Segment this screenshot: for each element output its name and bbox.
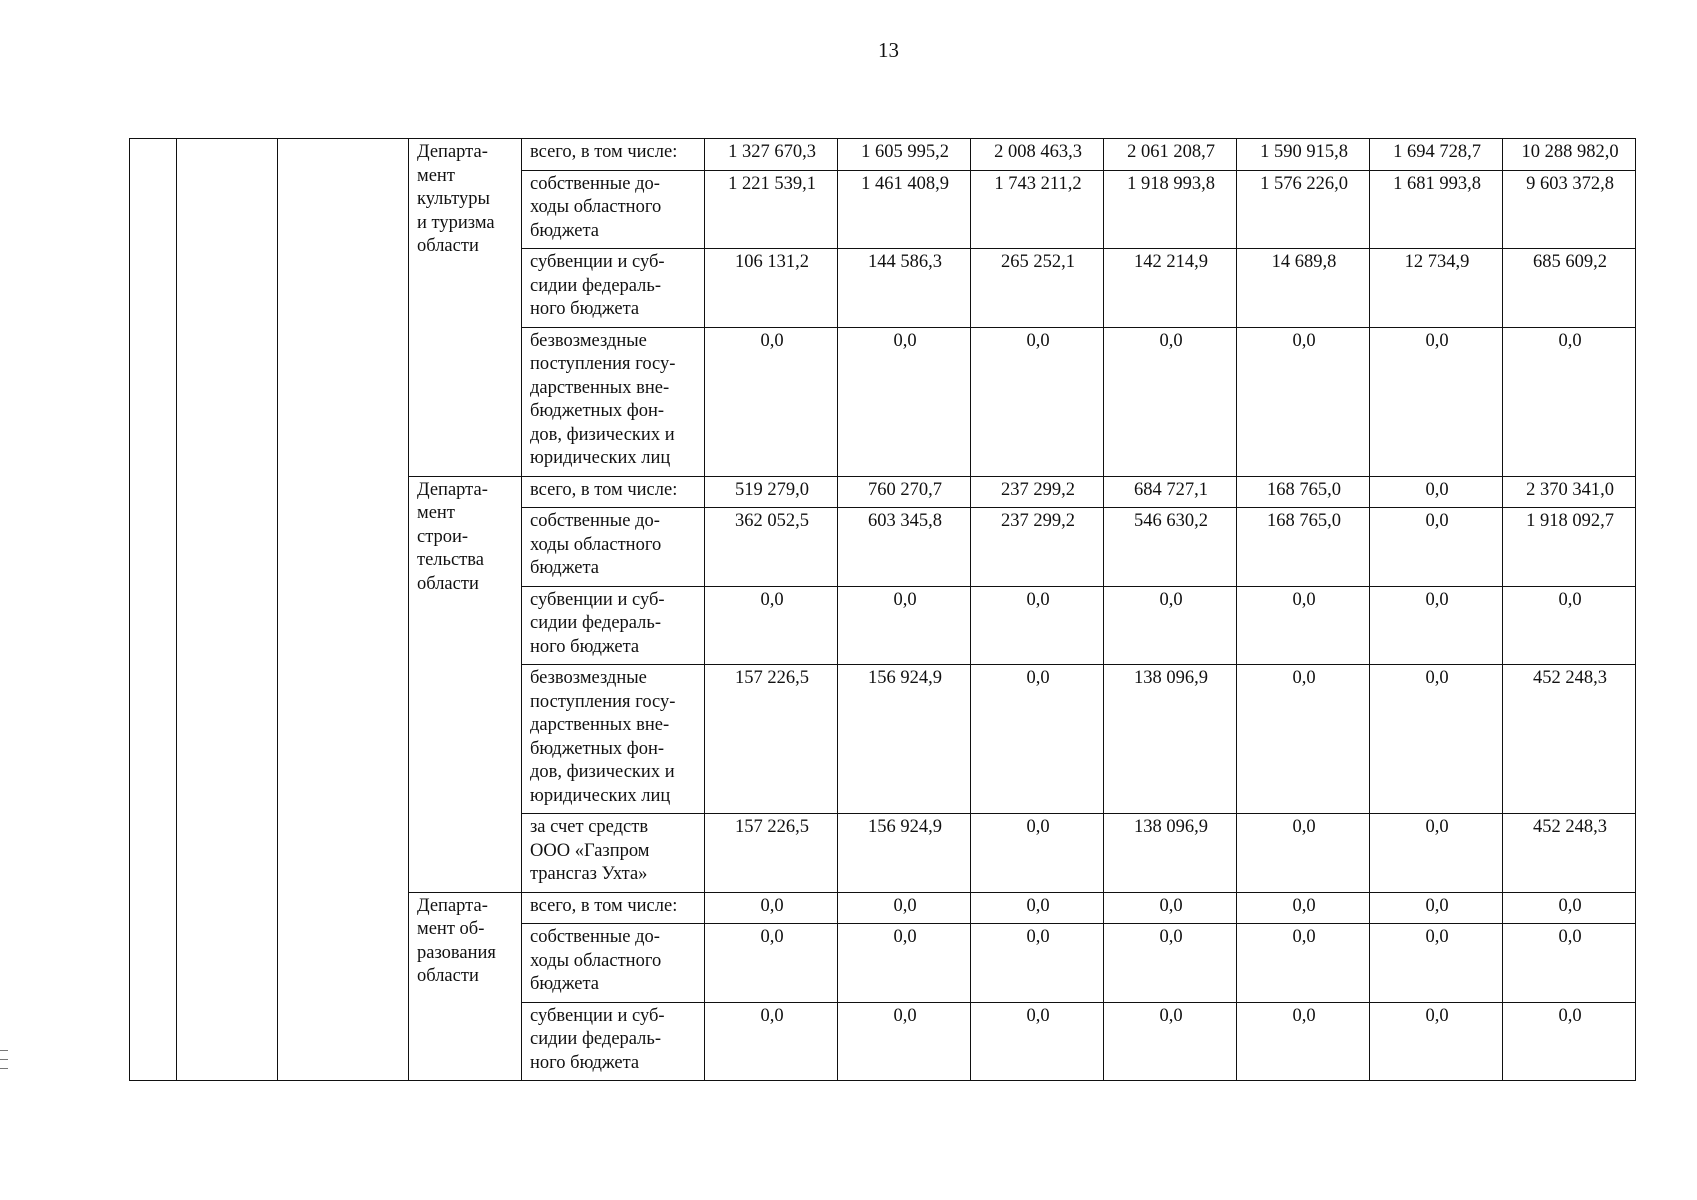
- department-cell: Департа- мент об- разования области: [409, 892, 522, 1081]
- value-cell: 452 248,3: [1503, 814, 1636, 893]
- value-cell: 2 061 208,7: [1104, 139, 1237, 171]
- value-cell: 144 586,3: [838, 249, 971, 328]
- value-cell: 0,0: [1237, 586, 1370, 665]
- value-cell: 0,0: [1370, 1002, 1503, 1081]
- row-label: безвозмездные поступления госу- дарственных вне- бюджетных фон- дов, физических и юридических лиц: [522, 327, 705, 476]
- blank-col-1: [130, 139, 177, 1081]
- value-cell: 0,0: [705, 892, 838, 924]
- value-cell: 2 370 341,0: [1503, 476, 1636, 508]
- value-cell: 519 279,0: [705, 476, 838, 508]
- value-cell: 142 214,9: [1104, 249, 1237, 328]
- value-cell: 0,0: [971, 814, 1104, 893]
- value-cell: 1 327 670,3: [705, 139, 838, 171]
- value-cell: 760 270,7: [838, 476, 971, 508]
- value-cell: 0,0: [705, 1002, 838, 1081]
- value-cell: 0,0: [1503, 1002, 1636, 1081]
- row-label: всего, в том числе:: [522, 139, 705, 171]
- value-cell: 0,0: [1237, 1002, 1370, 1081]
- value-cell: 0,0: [1503, 586, 1636, 665]
- value-cell: 0,0: [1503, 327, 1636, 476]
- value-cell: 1 681 993,8: [1370, 170, 1503, 249]
- row-label: за счет средств ООО «Газпром трансгаз Ухта»: [522, 814, 705, 893]
- table-row: [130, 139, 1636, 171]
- value-cell: 0,0: [1237, 665, 1370, 814]
- value-cell: 168 765,0: [1237, 476, 1370, 508]
- value-cell: 0,0: [1503, 924, 1636, 1003]
- value-cell: 1 605 995,2: [838, 139, 971, 171]
- blank-col-3: [278, 139, 409, 1081]
- value-cell: 157 226,5: [705, 665, 838, 814]
- value-cell: 0,0: [838, 586, 971, 665]
- value-cell: 362 052,5: [705, 508, 838, 587]
- value-cell: 1 743 211,2: [971, 170, 1104, 249]
- value-cell: 684 727,1: [1104, 476, 1237, 508]
- value-cell: 546 630,2: [1104, 508, 1237, 587]
- value-cell: 0,0: [971, 327, 1104, 476]
- page-number: 13: [878, 38, 899, 62]
- value-cell: 0,0: [838, 1002, 971, 1081]
- value-cell: 0,0: [1237, 327, 1370, 476]
- value-cell: 10 288 982,0: [1503, 139, 1636, 171]
- value-cell: 0,0: [1370, 924, 1503, 1003]
- row-label: субвенции и суб- сидии федераль- ного бюджета: [522, 586, 705, 665]
- value-cell: 156 924,9: [838, 665, 971, 814]
- department-cell: Департа- мент культуры и туризма области: [409, 139, 522, 477]
- value-cell: 156 924,9: [838, 814, 971, 893]
- value-cell: 0,0: [1370, 892, 1503, 924]
- value-cell: 1 918 993,8: [1104, 170, 1237, 249]
- row-label: безвозмездные поступления госу- дарственных вне- бюджетных фон- дов, физических и юридических лиц: [522, 665, 705, 814]
- value-cell: 0,0: [705, 586, 838, 665]
- value-cell: 0,0: [1370, 814, 1503, 893]
- value-cell: 0,0: [971, 1002, 1104, 1081]
- value-cell: 0,0: [971, 924, 1104, 1003]
- value-cell: 1 590 915,8: [1237, 139, 1370, 171]
- value-cell: 0,0: [1104, 586, 1237, 665]
- value-cell: 12 734,9: [1370, 249, 1503, 328]
- value-cell: 1 918 092,7: [1503, 508, 1636, 587]
- value-cell: 138 096,9: [1104, 665, 1237, 814]
- value-cell: 0,0: [1370, 476, 1503, 508]
- value-cell: 0,0: [971, 892, 1104, 924]
- row-label: субвенции и суб- сидии федераль- ного бюджета: [522, 1002, 705, 1081]
- blank-col-2: [177, 139, 278, 1081]
- value-cell: 0,0: [1503, 892, 1636, 924]
- value-cell: 106 131,2: [705, 249, 838, 328]
- value-cell: 0,0: [1237, 892, 1370, 924]
- value-cell: 0,0: [971, 665, 1104, 814]
- value-cell: 0,0: [971, 586, 1104, 665]
- value-cell: 0,0: [1370, 586, 1503, 665]
- value-cell: 0,0: [1237, 924, 1370, 1003]
- value-cell: 0,0: [1370, 327, 1503, 476]
- value-cell: 0,0: [1237, 814, 1370, 893]
- value-cell: 0,0: [705, 924, 838, 1003]
- scan-edge-marks: [0, 1050, 10, 1077]
- department-cell: Департа- мент строи- тельства области: [409, 476, 522, 892]
- value-cell: 168 765,0: [1237, 508, 1370, 587]
- row-label: собственные до- ходы областного бюджета: [522, 508, 705, 587]
- value-cell: 14 689,8: [1237, 249, 1370, 328]
- value-cell: 0,0: [838, 327, 971, 476]
- value-cell: 0,0: [1370, 508, 1503, 587]
- row-label: собственные до- ходы областного бюджета: [522, 170, 705, 249]
- budget-table-body: [130, 139, 1636, 1081]
- row-label: всего, в том числе:: [522, 476, 705, 508]
- value-cell: 1 694 728,7: [1370, 139, 1503, 171]
- value-cell: 1 461 408,9: [838, 170, 971, 249]
- value-cell: 1 221 539,1: [705, 170, 838, 249]
- row-label: всего, в том числе:: [522, 892, 705, 924]
- value-cell: 138 096,9: [1104, 814, 1237, 893]
- value-cell: 0,0: [705, 327, 838, 476]
- value-cell: 9 603 372,8: [1503, 170, 1636, 249]
- value-cell: 0,0: [838, 924, 971, 1003]
- value-cell: 237 299,2: [971, 476, 1104, 508]
- value-cell: 0,0: [1104, 327, 1237, 476]
- value-cell: 157 226,5: [705, 814, 838, 893]
- value-cell: 1 576 226,0: [1237, 170, 1370, 249]
- value-cell: 685 609,2: [1503, 249, 1636, 328]
- value-cell: 0,0: [1104, 1002, 1237, 1081]
- budget-table: [129, 138, 1636, 1081]
- value-cell: 2 008 463,3: [971, 139, 1104, 171]
- value-cell: 265 252,1: [971, 249, 1104, 328]
- value-cell: 0,0: [1370, 665, 1503, 814]
- row-label: субвенции и суб- сидии федераль- ного бюджета: [522, 249, 705, 328]
- value-cell: 237 299,2: [971, 508, 1104, 587]
- value-cell: 0,0: [1104, 892, 1237, 924]
- value-cell: 452 248,3: [1503, 665, 1636, 814]
- value-cell: 0,0: [838, 892, 971, 924]
- value-cell: 603 345,8: [838, 508, 971, 587]
- row-label: собственные до- ходы областного бюджета: [522, 924, 705, 1003]
- value-cell: 0,0: [1104, 924, 1237, 1003]
